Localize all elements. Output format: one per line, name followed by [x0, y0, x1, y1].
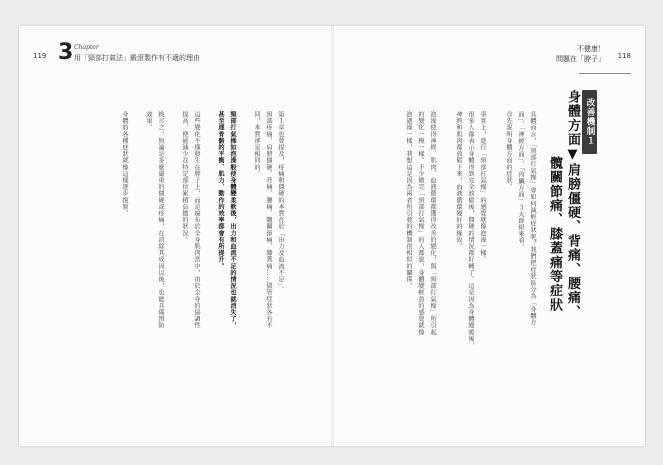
chapter-number: 3 [58, 40, 74, 65]
header-rule [579, 73, 631, 74]
section-heading-line-1: 身體方面▼肩膀僵硬、背痛、腰痛、 [565, 90, 580, 320]
book-spread [19, 26, 645, 446]
left-page-number: 119 [33, 52, 47, 60]
left-text-column: 提高，便能減少在特定部位累積負擔的狀況。 [181, 111, 188, 243]
left-text-column: 效果。 [145, 111, 152, 131]
left-text-column: 換言之，無論是多麼嚴重的僵硬或疼痛，在消除其成因以後，也能具備預防 [157, 111, 164, 329]
left-text-column: 這些變化不僅發生在脖子上，而是遍布於全身肌肉當中，由於全身的協調性 [193, 111, 200, 329]
right-page-header [521, 44, 631, 70]
running-title-line-2: 問題在「脖子」 [556, 55, 605, 63]
book-gutter [331, 26, 334, 446]
right-text-column: 事實上，進行「頸部打氣操」的感覺就像泡澡一樣。 [479, 111, 486, 263]
right-text-column: 的變化一模一樣。不少做完「頸部打氣操」的人都說，身體變輕盈的感覺就像 [417, 111, 424, 336]
right-text-column: 神經和肌肉都放鬆下來，血液循環變好的緣故。 [455, 111, 462, 250]
right-text-column: 很多人都表示身體得到完全放鬆後，僵硬的情況都好轉了。這是因為身體變暖後， [467, 111, 474, 349]
left-text-column: 頸部疼痛、肩膀僵硬、背痛、腰痛、髖關節痛、膝蓋痛……儘管症狀各有不 [265, 111, 272, 329]
chapter-title: 用「頸部打氣法」鍛滾製作有不適的理由 [74, 54, 200, 62]
left-text-column: 第１章也曾提及，疼痛和僵硬的本質在於「出力及血流不足」。 [277, 111, 284, 293]
left-text-column-emphasis: 頸部打氣操如泡澡般使身體變柔軟後，出力和血流不足的情況也就消失了， [229, 111, 236, 329]
right-text-column: 面」、「神經方面」、「內臟方面」３大群組來看。 [517, 111, 524, 251]
running-title-line-1: 不健康！ [577, 45, 605, 53]
left-text-column-emphasis: 甚至連骨骼的平衡、肌力、動作的效率都會有所提升。 [217, 111, 224, 270]
right-text-column: 首先說明身體方面的症狀。 [505, 111, 512, 191]
section-tag: 改善機制１ [582, 90, 597, 154]
chapter-word: Chapter [74, 44, 99, 51]
right-page-number: 118 [617, 52, 631, 60]
right-text-column: 具體而言，「頸部打氣操」會如何減輕症狀呢？我們把症狀區分為「身體方 [529, 111, 536, 326]
left-text-column: 身體的各種症狀就像這樣逐步復原。 [121, 111, 128, 217]
section-heading-line-2: 髖關節痛、膝蓋痛等症狀 [547, 156, 562, 313]
right-text-column: 泡澡使得神經、肌肉、血液循環都獲得改善的變化，與「頸部打氣操」所引起 [429, 111, 436, 336]
right-text-column: 泡過澡一樣，我想這是因為兩者所引發的機制很相似的關係。 [405, 111, 412, 290]
left-text-column: 同，本質卻是相同的。 [253, 111, 260, 177]
